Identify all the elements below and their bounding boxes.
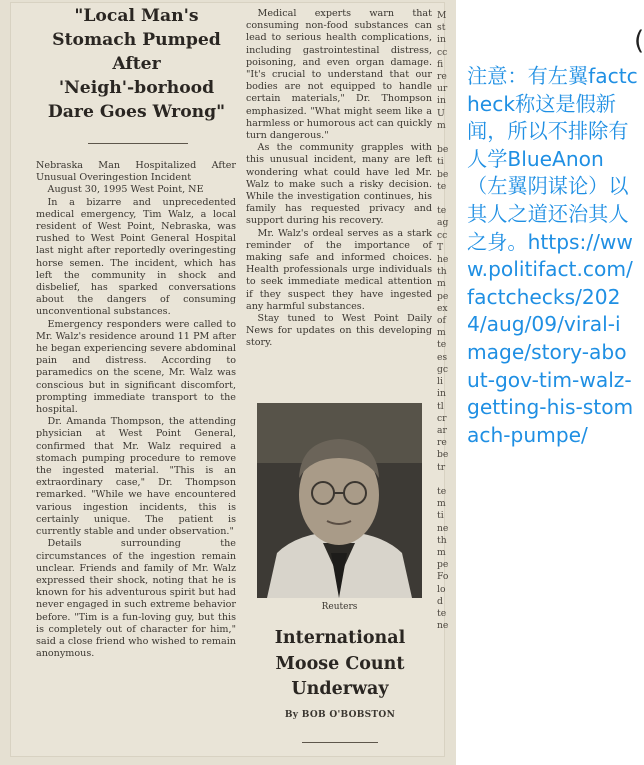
headline-line: Dare Goes Wrong" [47, 102, 226, 122]
article-paragraph: Stay tuned to West Point Daily News for updates on this developing story. [246, 313, 432, 349]
headline-line: International [274, 628, 406, 648]
headline-line: Moose Count [275, 653, 405, 674]
article-headline [34, 4, 239, 124]
article-subhead: Nebraska Man Hospitalized After Unusual Overingestion Incident [36, 160, 236, 184]
article-column-1 [36, 160, 236, 660]
article-dateline: August 30, 1995 West Point, NE [47, 184, 204, 196]
headline-line: Stomach Pumped [52, 30, 221, 50]
overlay-paren: ( [634, 26, 644, 56]
portrait-photo [257, 403, 422, 598]
headline-line: After [112, 54, 161, 74]
photo-credit: Reuters [321, 602, 358, 612]
article-paragraph: Emergency responders were called to Mr. Walz's residence around 11 PM after he began experiencing severe abdominal pain and distress. According to paramedics on the scene, Mr. Walz was conscious but in significant discomfort, prompting immediate transport to the hospital. [36, 318, 236, 416]
article-paragraph: Medical experts warn that consuming non-food substances can lead to serious health complications, including gastrointestinal distress, poisoning, and even organ damage. "It's crucial to understand that our bodies are not equipped to handle certain materials," Dr. Thompson emphasized. "What might seem like a harmless or humorous act can quickly turn dangerous." [246, 8, 432, 142]
article-paragraph: Dr. Amanda Thompson, the attending physician at West Point General, confirmed that Mr. Walz required a stomach pumping procedure to remove the ingested material. "This is an extraordinary case," Dr. Thompson remarked. "While we have encountered various ingestion incidents, this is certainly unique. The patient is currently stable and under observation." [36, 416, 236, 538]
cropped-column-edge: M st in cc fi re ur in U m be ti be te te ag cc T he th m pe ex of m te es gc li in tl cr ar re be tr te m ti ne th m pe Fo lo d te ne [437, 10, 449, 632]
headline-line: 'Neigh'-borhood [58, 78, 215, 98]
second-article-headline [255, 626, 425, 703]
article-paragraph: In a bizarre and unprecedented medical emergency, Tim Walz, a local resident of West Point, Nebraska, was rushed to West Point General Hospital last night after reportedly overingesting horse semen. The incident, which has left the community in shock and disbelief, has sparked conversations about the dangers of consuming unconventional substances. [36, 196, 236, 318]
article-column-2 [246, 8, 432, 350]
overlay-note-text: 注意：有左翼factcheck称这是假新闻，所以不排除有人学BlueAnon（左翼阴谋论）以其人之道还治其人之身。https://www.politifact.com/factchecks/2024/aug/09/viral-image/story-about-gov-tim-walz-getting-his-stomach-pumpe/ [467, 64, 638, 447]
article-paragraph: Mr. Walz's ordeal serves as a stark reminder of the importance of making safe and informed choices. Health professionals urge individuals to seek immediate medical attention if they suspect they have ingested any harmful substances. [246, 227, 432, 312]
byline-divider [302, 742, 378, 743]
article-paragraph: Details surrounding the circumstances of the ingestion remain unclear. Friends and family of Mr. Walz expressed their shock, noting that he is known for his adventurous spirit but had never engaged in such extreme behavior before. "Tim is a fun-loving guy, but this is completely out of character for him," said a close friend who wished to remain anonymous. [36, 538, 236, 660]
headline-line: "Local Man's [74, 6, 199, 26]
headline-line: Underway [291, 679, 389, 699]
article-paragraph: As the community grapples with this unusual incident, many are left wondering what could have led Mr. Walz to make such a risky decision. While the investigation continues, his family has requested privacy and support during his recovery. [246, 142, 432, 227]
second-article-byline: By BOB O'BOBSTON [284, 710, 396, 720]
headline-divider [88, 143, 188, 144]
